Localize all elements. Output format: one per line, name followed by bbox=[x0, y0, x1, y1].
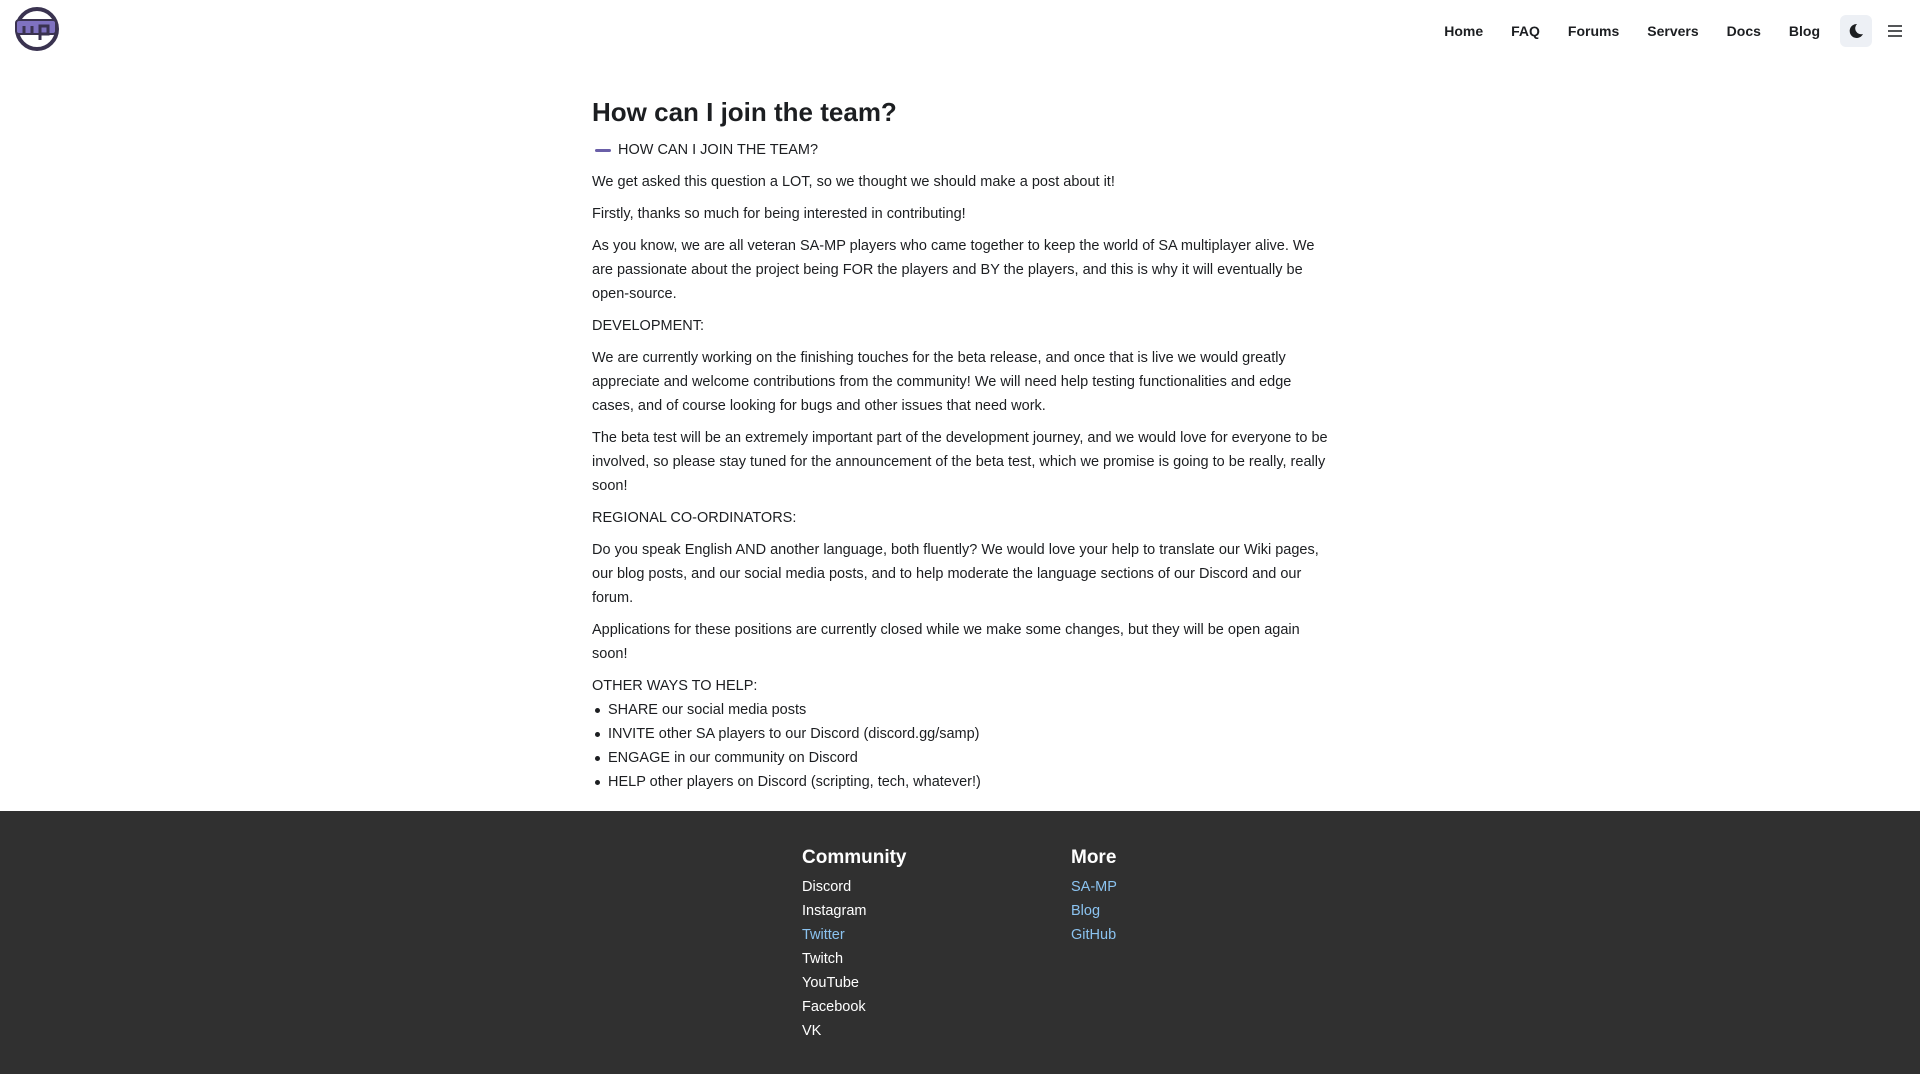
paragraph: We are currently working on the finishing touches for the beta release, and once that is live we would greatly appreciate and welcome contributions from the community! We will need help testing functionalities and edge cases, and of course looking for bugs and other issues that need work. bbox=[592, 350, 1292, 414]
footer-link-discord[interactable]: Discord bbox=[802, 879, 852, 895]
footer-link-youtube[interactable]: YouTube bbox=[802, 975, 859, 991]
list-item: HELP other players on Discord (scripting, tech, whatever!) bbox=[608, 770, 1332, 794]
list-item: SHARE our social media posts bbox=[608, 698, 1332, 722]
footer-link-github[interactable]: GitHub bbox=[1071, 927, 1117, 943]
article bbox=[592, 96, 1332, 794]
menu-button[interactable] bbox=[1884, 20, 1906, 42]
paragraph: Applications for these positions are currently closed while we make some changes, but they will be open again soon! bbox=[592, 622, 1300, 662]
paragraph: Do you speak English AND another language, both fluently? We would love your help to translate our Wiki pages, our blog posts, and our social media posts, and to help moderate the language sections of our Discord and our forum. bbox=[592, 542, 1319, 606]
nav-blog[interactable]: Blog bbox=[1788, 23, 1820, 39]
hamburger-icon bbox=[1888, 25, 1902, 37]
paragraph: As you know, we are all veteran SA-MP players who came together to keep the world of SA multiplayer alive. We are passionate about the project being FOR the players and BY the players, and this is why it will eventually be open-source. bbox=[592, 238, 1315, 302]
dash-icon bbox=[595, 149, 611, 152]
paragraph: The beta test will be an extremely important part of the development journey, and we would love for everyone to be involved, so please stay tuned for the announcement of the beta test, which we promise is going to be really, really soon! bbox=[592, 430, 1328, 494]
footer-link-twitter[interactable]: Twitter bbox=[802, 927, 845, 943]
nav-faq[interactable]: FAQ bbox=[1511, 23, 1540, 39]
footer-link-facebook[interactable]: Facebook bbox=[802, 999, 866, 1015]
navbar bbox=[0, 0, 1920, 62]
footer-link-instagram[interactable]: Instagram bbox=[802, 903, 867, 919]
samp-logo[interactable] bbox=[12, 6, 62, 52]
toc-link[interactable]: HOW CAN I JOIN THE TEAM? bbox=[592, 138, 1332, 162]
section-label: REGIONAL CO-ORDINATORS: bbox=[592, 510, 797, 526]
footer-link-vk[interactable]: VK bbox=[802, 1023, 822, 1039]
footer-link-twitch[interactable]: Twitch bbox=[802, 951, 844, 967]
paragraph: Firstly, thanks so much for being interested in contributing! bbox=[592, 206, 966, 222]
page-title: How can I join the team? bbox=[592, 97, 897, 127]
section-label: OTHER WAYS TO HELP: bbox=[592, 678, 758, 694]
footer-heading: Community bbox=[802, 847, 907, 868]
paragraph: We get asked this question a LOT, so we thought we should make a post about it! bbox=[592, 174, 1115, 190]
dark-mode-toggle[interactable] bbox=[1840, 15, 1872, 47]
list-item: ENGAGE in our community on Discord bbox=[608, 746, 1332, 770]
footer-community bbox=[802, 845, 907, 1043]
top-nav bbox=[1430, 13, 1906, 49]
footer-more bbox=[1071, 845, 1117, 947]
nav-docs[interactable]: Docs bbox=[1726, 23, 1761, 39]
moon-icon bbox=[1848, 23, 1864, 39]
nav-servers[interactable]: Servers bbox=[1647, 23, 1699, 39]
footer-heading: More bbox=[1071, 847, 1117, 868]
nav-forums[interactable]: Forums bbox=[1567, 23, 1620, 39]
footer-link-samp[interactable]: SA-MP bbox=[1071, 879, 1117, 895]
nav-home[interactable]: Home bbox=[1444, 23, 1484, 39]
help-list bbox=[608, 698, 1332, 794]
footer-link-blog[interactable]: Blog bbox=[1071, 903, 1101, 919]
list-item: INVITE other SA players to our Discord (discord.gg/samp) bbox=[608, 722, 1332, 746]
footer bbox=[0, 811, 1920, 1074]
section-label: DEVELOPMENT: bbox=[592, 318, 704, 334]
